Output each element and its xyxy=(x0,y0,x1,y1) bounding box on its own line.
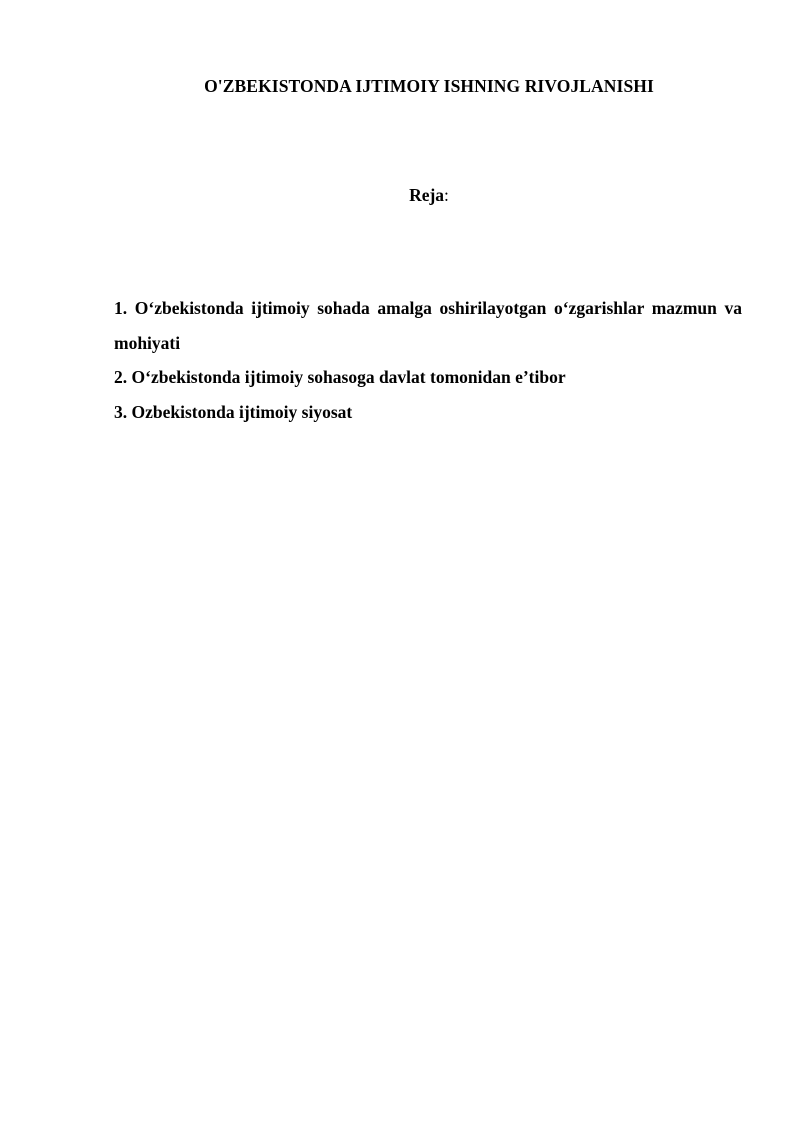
plan-heading-label: Reja xyxy=(409,185,445,205)
plan-item-number: 3. xyxy=(114,401,128,422)
plan-heading xyxy=(0,185,800,206)
plan-item-2 xyxy=(114,360,742,395)
plan-item-text: O‘zbekistonda ijtimoiy sohada amalga oshirilayotgan o‘zgarishlar mazmun va mohiyati xyxy=(114,298,742,353)
plan-item-text: O‘zbekistonda ijtimoiy sohasoga davlat tomonidan e’tibor xyxy=(131,367,566,387)
plan-item-number: 2. xyxy=(114,367,128,387)
plan-item-text: Ozbekistonda ijtimoiy siyosat xyxy=(131,401,353,422)
document-title: O'ZBEKISTONDA IJTIMOIY ISHNING RIVOJLANISHI xyxy=(204,76,654,96)
plan-item-number: 1. xyxy=(114,298,128,318)
plan-heading-colon: : xyxy=(444,185,449,205)
plan-item-1 xyxy=(114,291,742,360)
plan-item-3 xyxy=(114,395,742,430)
plan-list xyxy=(114,291,742,429)
